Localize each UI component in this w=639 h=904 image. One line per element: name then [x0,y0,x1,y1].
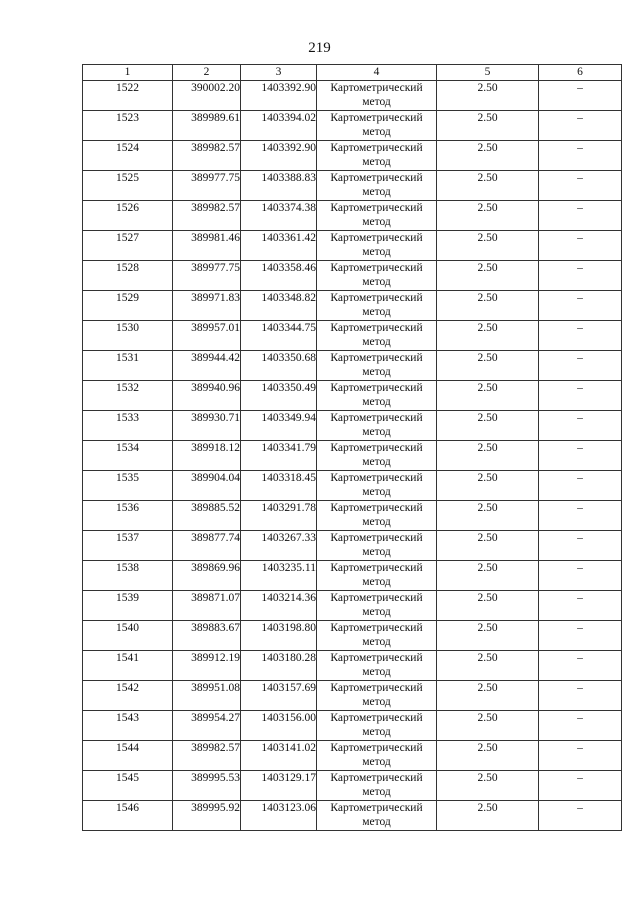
coordinates-table [82,64,622,831]
table-row [83,591,622,621]
point-number: 1544 [83,741,173,771]
method-line-1: Картометрический [330,772,423,784]
method-line-2: метод [362,726,391,738]
accuracy-value: 2.50 [437,171,539,201]
method-line-1: Картометрический [330,82,423,94]
method-line-2: метод [362,216,391,228]
method-line-2: метод [362,426,391,438]
coordinate-x: 389989.61 [173,111,241,141]
coordinate-y: 1403235.11 [241,561,317,591]
table-row [83,651,622,681]
point-number: 1524 [83,141,173,171]
accuracy-value: 2.50 [437,741,539,771]
point-number: 1525 [83,171,173,201]
point-number: 1534 [83,441,173,471]
coordinate-x: 389995.92 [173,801,241,831]
table-row [83,321,622,351]
point-number: 1545 [83,771,173,801]
coordinate-x: 389977.75 [173,171,241,201]
note-value: – [539,231,622,261]
accuracy-value: 2.50 [437,351,539,381]
point-number: 1532 [83,381,173,411]
method-line-1: Картометрический [330,142,423,154]
table-row [83,561,622,591]
method-line-2: метод [362,396,391,408]
coordinate-y: 1403341.79 [241,441,317,471]
point-number: 1546 [83,801,173,831]
coordinate-y: 1403123.06 [241,801,317,831]
method-line-1: Картометрический [330,232,423,244]
note-value: – [539,621,622,651]
method-line-2: метод [362,516,391,528]
method-cell [317,411,437,441]
method-line-1: Картометрический [330,652,423,664]
note-value: – [539,471,622,501]
method-cell [317,321,437,351]
method-cell [317,501,437,531]
table-row [83,171,622,201]
method-cell [317,471,437,501]
method-cell [317,171,437,201]
accuracy-value: 2.50 [437,81,539,111]
method-cell [317,681,437,711]
coordinate-x: 389995.53 [173,771,241,801]
method-cell [317,801,437,831]
method-line-2: метод [362,126,391,138]
point-number: 1536 [83,501,173,531]
method-cell [317,231,437,261]
method-line-2: метод [362,306,391,318]
header-col-5: 5 [437,65,539,81]
accuracy-value: 2.50 [437,771,539,801]
note-value: – [539,711,622,741]
method-cell [317,291,437,321]
method-line-1: Картометрический [330,712,423,724]
method-line-2: метод [362,246,391,258]
table-row [83,201,622,231]
method-line-2: метод [362,546,391,558]
header-col-6: 6 [539,65,622,81]
method-line-2: метод [362,666,391,678]
coordinate-y: 1403344.75 [241,321,317,351]
coordinate-y: 1403267.33 [241,531,317,561]
method-line-2: метод [362,636,391,648]
table-row [83,471,622,501]
header-col-2: 2 [173,65,241,81]
note-value: – [539,561,622,591]
accuracy-value: 2.50 [437,231,539,261]
note-value: – [539,351,622,381]
method-line-2: метод [362,336,391,348]
method-cell [317,381,437,411]
point-number: 1527 [83,231,173,261]
method-cell [317,351,437,381]
table-row [83,81,622,111]
method-line-2: метод [362,276,391,288]
method-line-2: метод [362,696,391,708]
accuracy-value: 2.50 [437,501,539,531]
note-value: – [539,531,622,561]
method-line-1: Картометрический [330,112,423,124]
method-line-1: Картометрический [330,352,423,364]
coordinate-y: 1403358.46 [241,261,317,291]
method-cell [317,591,437,621]
coordinate-y: 1403361.42 [241,231,317,261]
coordinate-y: 1403350.49 [241,381,317,411]
note-value: – [539,291,622,321]
coordinate-x: 389954.27 [173,711,241,741]
point-number: 1523 [83,111,173,141]
coordinate-y: 1403141.02 [241,741,317,771]
coordinate-x: 389957.01 [173,321,241,351]
table-row [83,351,622,381]
accuracy-value: 2.50 [437,441,539,471]
accuracy-value: 2.50 [437,561,539,591]
note-value: – [539,321,622,351]
accuracy-value: 2.50 [437,201,539,231]
coordinate-x: 389883.67 [173,621,241,651]
method-line-1: Картометрический [330,592,423,604]
method-cell [317,651,437,681]
coordinate-x: 389871.07 [173,591,241,621]
accuracy-value: 2.50 [437,381,539,411]
method-cell [317,261,437,291]
method-line-2: метод [362,756,391,768]
accuracy-value: 2.50 [437,471,539,501]
point-number: 1530 [83,321,173,351]
coordinate-x: 389982.57 [173,141,241,171]
method-cell [317,441,437,471]
method-line-1: Картометрический [330,802,423,814]
table-row [83,111,622,141]
method-line-1: Картометрический [330,682,423,694]
note-value: – [539,141,622,171]
table-row [83,711,622,741]
note-value: – [539,201,622,231]
accuracy-value: 2.50 [437,141,539,171]
note-value: – [539,411,622,441]
method-line-2: метод [362,456,391,468]
coordinate-x: 389971.83 [173,291,241,321]
note-value: – [539,771,622,801]
point-number: 1542 [83,681,173,711]
accuracy-value: 2.50 [437,591,539,621]
note-value: – [539,111,622,141]
coordinate-x: 389904.04 [173,471,241,501]
coordinate-y: 1403291.78 [241,501,317,531]
table-row [83,801,622,831]
coordinate-x: 389877.74 [173,531,241,561]
method-line-1: Картометрический [330,742,423,754]
note-value: – [539,171,622,201]
coordinate-x: 389977.75 [173,261,241,291]
point-number: 1535 [83,471,173,501]
coordinate-y: 1403214.36 [241,591,317,621]
method-line-2: метод [362,786,391,798]
coordinate-x: 389912.19 [173,651,241,681]
accuracy-value: 2.50 [437,711,539,741]
method-cell [317,741,437,771]
coordinate-y: 1403348.82 [241,291,317,321]
point-number: 1541 [83,651,173,681]
method-line-1: Картометрический [330,202,423,214]
method-line-1: Картометрический [330,292,423,304]
point-number: 1533 [83,411,173,441]
note-value: – [539,681,622,711]
method-line-2: метод [362,576,391,588]
point-number: 1539 [83,591,173,621]
method-line-1: Картометрический [330,322,423,334]
method-line-1: Картометрический [330,532,423,544]
coordinate-y: 1403350.68 [241,351,317,381]
accuracy-value: 2.50 [437,261,539,291]
coordinate-y: 1403388.83 [241,171,317,201]
table-row [83,291,622,321]
table-row [83,261,622,291]
table-row [83,741,622,771]
method-line-1: Картометрический [330,412,423,424]
page-number: 219 [308,40,331,56]
coordinate-y: 1403318.45 [241,471,317,501]
note-value: – [539,501,622,531]
coordinate-y: 1403392.90 [241,141,317,171]
method-line-1: Картометрический [330,502,423,514]
coordinate-x: 389885.52 [173,501,241,531]
table-body [83,81,622,831]
note-value: – [539,261,622,291]
accuracy-value: 2.50 [437,291,539,321]
table-row [83,531,622,561]
method-cell [317,531,437,561]
method-line-2: метод [362,96,391,108]
method-line-2: метод [362,156,391,168]
point-number: 1529 [83,291,173,321]
coordinate-y: 1403394.02 [241,111,317,141]
note-value: – [539,381,622,411]
note-value: – [539,651,622,681]
coordinate-x: 389918.12 [173,441,241,471]
accuracy-value: 2.50 [437,621,539,651]
table-row [83,381,622,411]
method-line-1: Картометрический [330,472,423,484]
point-number: 1543 [83,711,173,741]
method-cell [317,111,437,141]
coordinate-x: 389940.96 [173,381,241,411]
note-value: – [539,741,622,771]
coordinate-y: 1403374.38 [241,201,317,231]
note-value: – [539,591,622,621]
coordinate-y: 1403129.17 [241,771,317,801]
header-col-3: 3 [241,65,317,81]
table-row [83,411,622,441]
table-row [83,621,622,651]
method-cell [317,81,437,111]
method-line-2: метод [362,186,391,198]
note-value: – [539,801,622,831]
accuracy-value: 2.50 [437,801,539,831]
table-row [83,681,622,711]
method-line-1: Картометрический [330,262,423,274]
coordinate-x: 389944.42 [173,351,241,381]
point-number: 1537 [83,531,173,561]
coordinate-x: 389982.57 [173,201,241,231]
header-col-4: 4 [317,65,437,81]
point-number: 1528 [83,261,173,291]
table-row [83,771,622,801]
note-value: – [539,441,622,471]
method-cell [317,771,437,801]
coordinate-x: 390002.20 [173,81,241,111]
table-row [83,231,622,261]
accuracy-value: 2.50 [437,321,539,351]
method-line-1: Картометрический [330,562,423,574]
point-number: 1526 [83,201,173,231]
table-row [83,441,622,471]
note-value: – [539,81,622,111]
accuracy-value: 2.50 [437,681,539,711]
point-number: 1531 [83,351,173,381]
coordinate-y: 1403349.94 [241,411,317,441]
coordinate-x: 389981.46 [173,231,241,261]
accuracy-value: 2.50 [437,531,539,561]
point-number: 1540 [83,621,173,651]
method-cell [317,201,437,231]
header-col-1: 1 [83,65,173,81]
method-line-1: Картометрический [330,382,423,394]
table-row [83,501,622,531]
header-row [83,65,622,81]
method-line-1: Картометрический [330,622,423,634]
point-number: 1522 [83,81,173,111]
method-cell [317,141,437,171]
accuracy-value: 2.50 [437,111,539,141]
method-line-2: метод [362,486,391,498]
method-cell [317,561,437,591]
coordinate-y: 1403180.28 [241,651,317,681]
coordinate-y: 1403157.69 [241,681,317,711]
method-cell [317,711,437,741]
coordinate-y: 1403198.80 [241,621,317,651]
method-line-2: метод [362,606,391,618]
coordinate-x: 389951.08 [173,681,241,711]
point-number: 1538 [83,561,173,591]
coordinate-y: 1403156.00 [241,711,317,741]
coordinate-y: 1403392.90 [241,81,317,111]
method-line-1: Картометрический [330,172,423,184]
coordinate-x: 389982.57 [173,741,241,771]
method-line-1: Картометрический [330,442,423,454]
table-header [83,65,622,81]
table-row [83,141,622,171]
method-cell [317,621,437,651]
method-line-2: метод [362,816,391,828]
coordinate-x: 389869.96 [173,561,241,591]
coordinate-x: 389930.71 [173,411,241,441]
method-line-2: метод [362,366,391,378]
accuracy-value: 2.50 [437,411,539,441]
accuracy-value: 2.50 [437,651,539,681]
